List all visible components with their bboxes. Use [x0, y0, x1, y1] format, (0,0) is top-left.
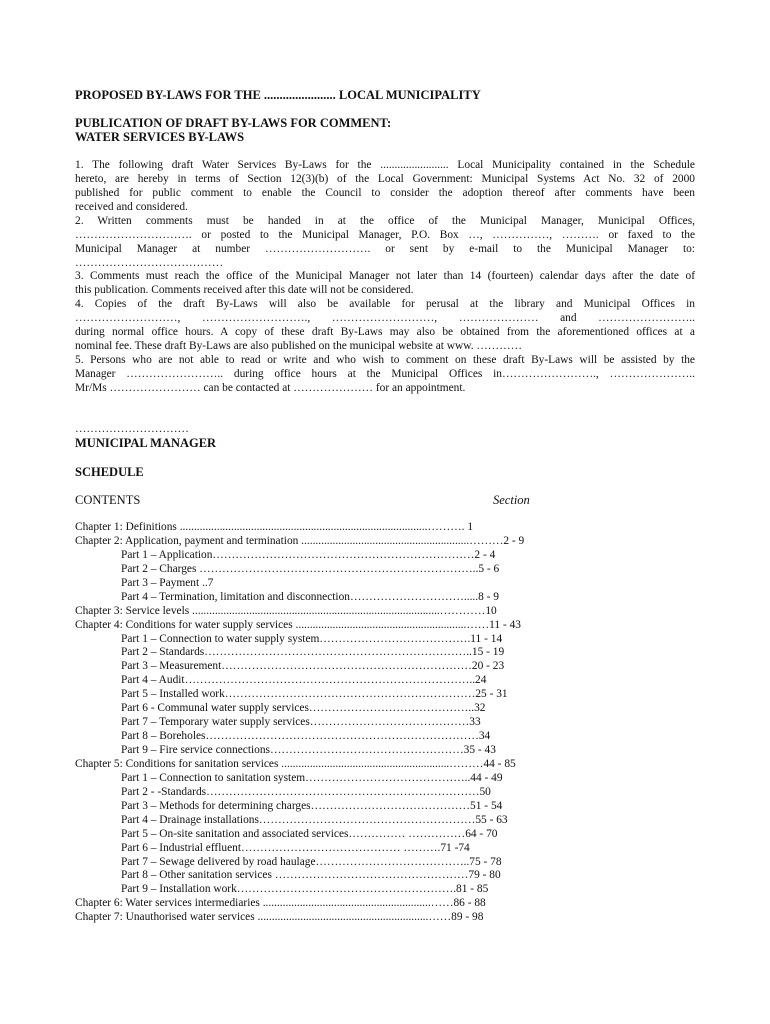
toc-part-entry: Part 3 – Methods for determining charges……………………………………51 - 54 [121, 799, 503, 812]
water-services-heading: WATER SERVICES BY-LAWS [75, 130, 245, 144]
toc-chapter-entry: Chapter 7: Unauthorised water services ............................................................……89 - 98 [75, 911, 484, 924]
toc-part-entry: Part 6 – Industrial effluent…………………………………… ……….71 -74 [121, 841, 470, 854]
paragraph-line: this publication. Comments received after this date will not be considered. [75, 284, 414, 296]
toc-part-entry: Part 2 - -Standards………………………………………………………………50 [121, 785, 491, 798]
toc-chapter-entry: Chapter 3: Service levels .......................................................................................…………10 [75, 604, 497, 617]
paragraph-5 [75, 353, 695, 395]
paragraph-line: 1. The following draft Water Services By-Laws for the ........................ Local Municipality contained in the Schedule [75, 159, 695, 171]
paragraph-line: 2. Written comments must be handed in at the office of the Municipal Manager, Municipal Offices, [75, 215, 695, 227]
schedule-heading: SCHEDULE [75, 465, 144, 479]
toc-part-entry: Part 3 – Payment ..7 [121, 576, 214, 589]
toc-part-entry: Part 4 – Drainage installations…………………………………………………55 - 63 [121, 813, 508, 826]
toc-part-entry: Part 1 – Connection to sanitation system……………………………………..44 - 49 [121, 771, 503, 784]
paragraph-3 [75, 269, 695, 297]
toc-part-entry: Part 7 – Sewage delivered by road haulage…………………………………..75 - 78 [121, 855, 502, 868]
toc-part-entry: Part 7 – Temporary water supply services……………………………………33 [121, 716, 481, 729]
paragraph-1 [75, 158, 695, 214]
paragraph-line: hereto, are hereby in terms of Section 12(3)(b) of the Local Government: Municipal Systems Act No. 32 of 2000 [75, 173, 695, 185]
toc-part-entry: Part 5 – On-site sanitation and associated services…………… ……………64 - 70 [121, 827, 498, 840]
signature-line: ………………………… [75, 423, 189, 435]
toc-part-entry: Part 4 – Audit…………………………………………………………………..24 [121, 674, 487, 687]
toc-part-entry: Part 3 – Measurement…………………………………………………………20 - 23 [121, 660, 505, 673]
toc-part-entry: Part 1 – Connection to water supply system………………………………….11 - 14 [121, 632, 503, 645]
paragraph-line: …………………………. or posted to the Municipal Manager, P.O. Box …, ……………, ………. or faxed to the [75, 229, 695, 241]
paragraph-line: 3. Comments must reach the office of the Municipal Manager not later than 14 (fourteen) calendar days after the date of [75, 270, 695, 282]
toc-part-entry: Part 4 – Termination, limitation and disconnection………………………….....8 - 9 [121, 590, 500, 603]
toc-part-entry: Part 9 – Fire service connections……………………………………………35 - 43 [121, 744, 496, 756]
toc-chapter-entry: Chapter 4: Conditions for water supply services ............................................................……11 - 43 [75, 618, 521, 631]
document-title: PROPOSED BY-LAWS FOR THE ....................... LOCAL MUNICIPALITY [75, 88, 481, 102]
toc-part-entry: Part 1 – Application……………………………………………………………2 - 4 [121, 548, 496, 561]
paragraph-line: received and considered. [75, 201, 188, 213]
toc-chapter-entry: Chapter 1: Definitions .......................................................................................………. 1 [75, 521, 474, 533]
signatory-title: MUNICIPAL MANAGER [75, 436, 217, 450]
paragraph-line: ………………………………… [75, 257, 224, 269]
paragraph-line: published for public comment to enable the Council to consider the adoption thereof after comments have been [75, 187, 695, 199]
toc-chapter-entry: Chapter 6: Water services intermediaries ...........................................................……86 - 88 [75, 897, 486, 910]
paragraph-line: 5. Persons who are not able to read or write and who wish to comment on these draft By-Laws will be assisted by the [75, 354, 695, 366]
toc-part-entry: Part 8 – Boreholes………………………………………………………………34 [121, 730, 491, 743]
toc-part-entry: Part 6 - Communal water supply services……………………………………..32 [121, 702, 486, 715]
paragraph-2 [75, 214, 695, 270]
contents-label: CONTENTS [75, 493, 141, 507]
toc-part-entry: Part 5 – Installed work…………………………………………………………25 - 31 [121, 688, 508, 701]
paragraph-line: nominal fee. These draft By-Laws are also published on the municipal website at www. ………… [75, 340, 522, 352]
table-of-contents [75, 521, 555, 925]
toc-part-entry: Part 8 – Other sanitation services ……………………………………………79 - 80 [121, 869, 501, 882]
toc-part-entry: Part 2 – Charges ………………………………………………………………..5 - 6 [121, 562, 500, 575]
paragraph-line: Mr/Ms …………………… can be contacted at ………………… for an appointment. [75, 382, 466, 394]
toc-part-entry: Part 9 – Installation work………………………………………………….81 - 85 [121, 883, 489, 896]
paragraph-line: during normal office hours. A copy of these draft By-Laws may also be obtained from the aforementioned offices at a [75, 326, 695, 338]
publication-heading: PUBLICATION OF DRAFT BY-LAWS FOR COMMENT: [75, 116, 392, 130]
toc-chapter-entry: Chapter 5: Conditions for sanitation services ...........................................................………44 - 85 [75, 757, 516, 770]
toc-chapter-entry: Chapter 2: Application, payment and termination ...........................................................………2 - 9 [75, 534, 525, 547]
paragraph-line: ………………………, ………………………., ………………………, ………………… and …………………….. [75, 312, 695, 324]
section-column-label: Section [493, 493, 530, 507]
toc-part-entry: Part 2 – Standards……………………………………………………………..15 - 19 [121, 646, 505, 659]
paragraph-line: 4. Copies of the draft By-Laws will also be available for perusal at the library and Municipal Offices in [75, 298, 695, 310]
paragraph-4 [75, 297, 695, 353]
paragraph-line: Manager …………………….. during office hours at the Municipal Offices in……………………., ………………….. [75, 368, 695, 380]
paragraph-line: Municipal Manager at number ………………………. or sent by e-mail to the Municipal Manager to: [75, 243, 695, 255]
